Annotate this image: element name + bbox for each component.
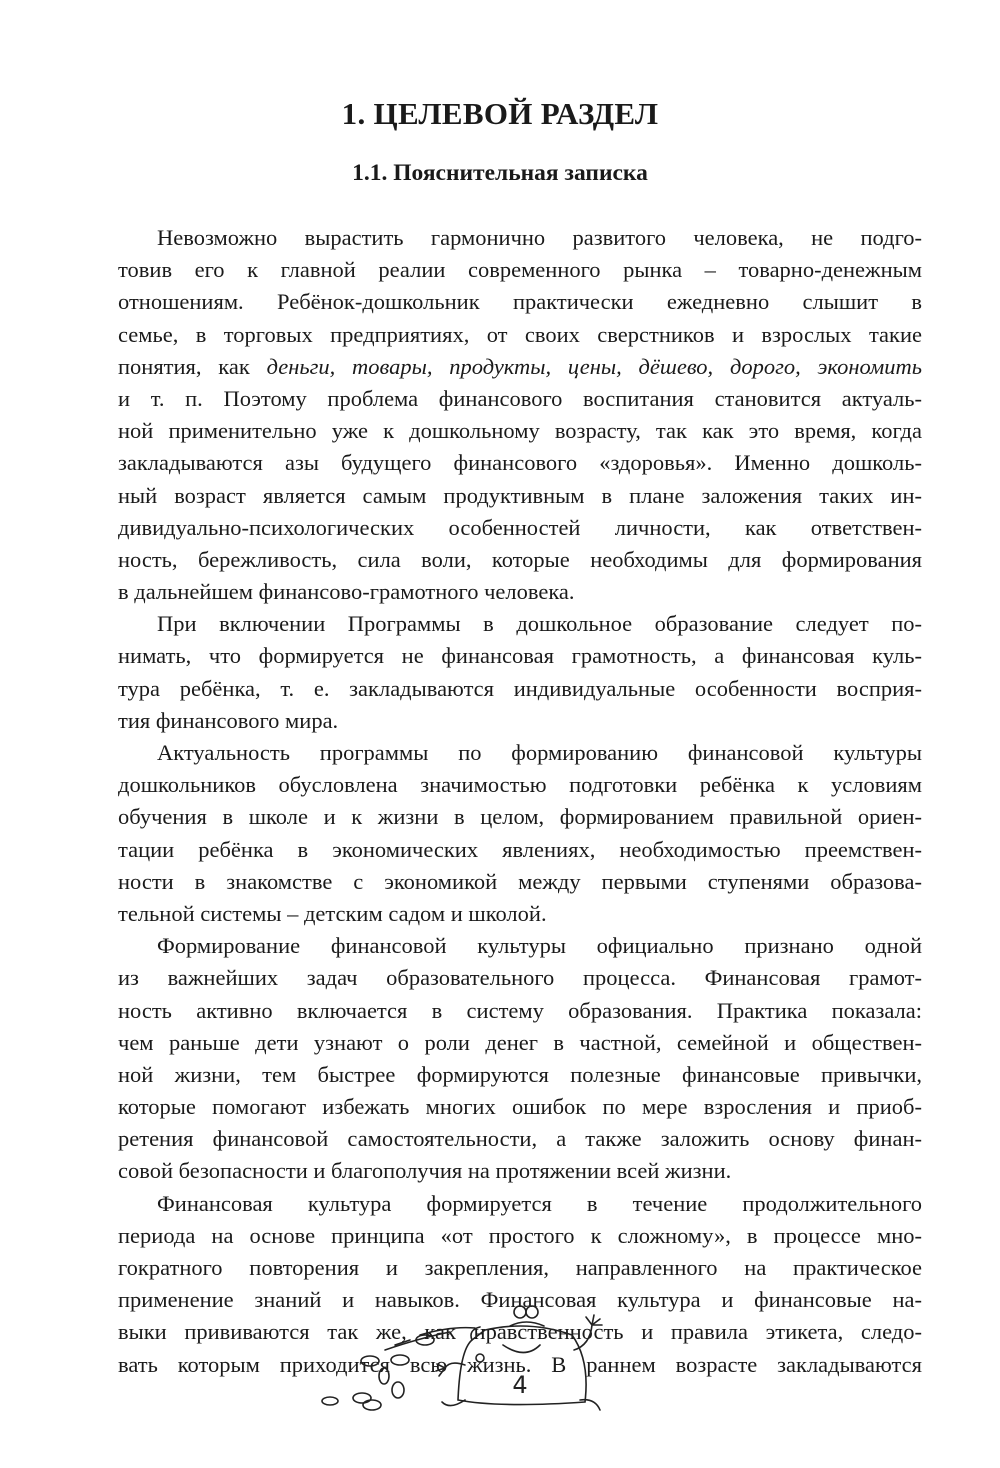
text-line: ный возраст является самым продуктивным в плане заложения таких ин- <box>118 482 922 508</box>
text-line: ности в знакомстве с экономикой между первыми ступенями образова- <box>118 868 922 894</box>
text-line: ной жизни, тем быстрее формируются полезные финансовые привычки, <box>118 1061 922 1087</box>
text-line: ность активно включается в систему образования. Практика показала: <box>118 997 922 1023</box>
text-line: закладываются азы будущего финансового «здоровья». Именно дошколь- <box>118 450 922 476</box>
text-line: совой безопасности и благополучия на протяжении всей жизни. <box>118 1158 732 1184</box>
text-line: нимать, что формируется не финансовая грамотность, а финансовая куль- <box>118 643 922 669</box>
text-line: отношениям. Ребёнок-дошкольник практически ежедневно слышит в <box>118 289 922 315</box>
text-line: в дальнейшем финансово-грамотного человека. <box>118 579 575 605</box>
text-line: ность, бережливость, сила воли, которые необходимы для формирования <box>118 546 922 572</box>
text-line: ретения финансовой самостоятельности, а также заложить основу финан- <box>118 1126 922 1152</box>
body-text <box>118 222 922 1381</box>
text-line: выки прививаются так же, как нравственность и правила этикета, следо- <box>118 1319 922 1345</box>
text-line: ной применительно уже к дошкольному возрасту, так как это время, когда <box>118 418 922 444</box>
text-line: Формирование финансовой культуры официально признано одной <box>157 933 922 959</box>
text-line <box>118 351 922 383</box>
text-line: применение знаний и навыков. Финансовая культура и финансовые на- <box>118 1287 922 1313</box>
page-number: 4 <box>512 1371 528 1399</box>
subsection-heading: 1.1. Пояснительная записка <box>352 160 648 186</box>
text-line: чем раньше дети узнают о роли денег в частной, семейной и обществен- <box>118 1029 922 1055</box>
text-line: периода на основе принципа «от простого к сложному», в процессе мно- <box>118 1222 922 1248</box>
text-line: обучения в школе и к жизни в целом, формированием правильной ориен- <box>118 804 922 830</box>
text-line: товив его к главной реалии современного рынка – товарно-денежным <box>118 257 922 283</box>
text-line: Финансовая культура формируется в течение продолжительного <box>157 1190 922 1216</box>
purse-illustration <box>300 1290 660 1420</box>
text-segment: понятия, как <box>118 353 267 379</box>
italic-terms: деньги, товары, продукты, цены, дёшево, дорого, экономить <box>266 353 922 379</box>
text-line: из важнейших задач образовательного процесса. Финансовая грамот- <box>118 965 922 991</box>
text-line: тура ребёнка, т. е. закладываются индивидуальные особенности восприя- <box>118 675 922 701</box>
text-line: вать которым приходится всю жизнь. В раннем возрасте закладываются <box>118 1351 922 1377</box>
text-line: гократного повторения и закрепления, направленного на практическое <box>118 1255 922 1280</box>
text-line: которые помогают избежать многих ошибок по мере взросления и приоб- <box>118 1094 922 1120</box>
text-line: семье, в торговых предприятиях, от своих сверстников и взрослых такие <box>118 321 922 347</box>
text-line: Актуальность программы по формированию финансовой культуры <box>157 740 922 765</box>
text-line: дивидуально-психологических особенностей личности, как ответствен- <box>118 514 922 540</box>
text-line: Невозможно вырастить гармонично развитого человека, не подго- <box>157 225 922 250</box>
text-line: тельной системы – детским садом и школой. <box>118 900 547 926</box>
text-line: дошкольников обусловлена значимостью подготовки ребёнка к условиям <box>118 772 922 798</box>
section-heading: 1. ЦЕЛЕВОЙ РАЗДЕЛ <box>341 96 659 131</box>
text-line: тации ребёнка в экономических явлениях, необходимостью преемствен- <box>118 836 922 862</box>
text-line: и т. п. Поэтому проблема финансового воспитания становится актуаль- <box>118 385 922 411</box>
text-line: При включении Программы в дошкольное образование следует по- <box>157 611 922 637</box>
text-line: тия финансового мира. <box>118 707 339 733</box>
